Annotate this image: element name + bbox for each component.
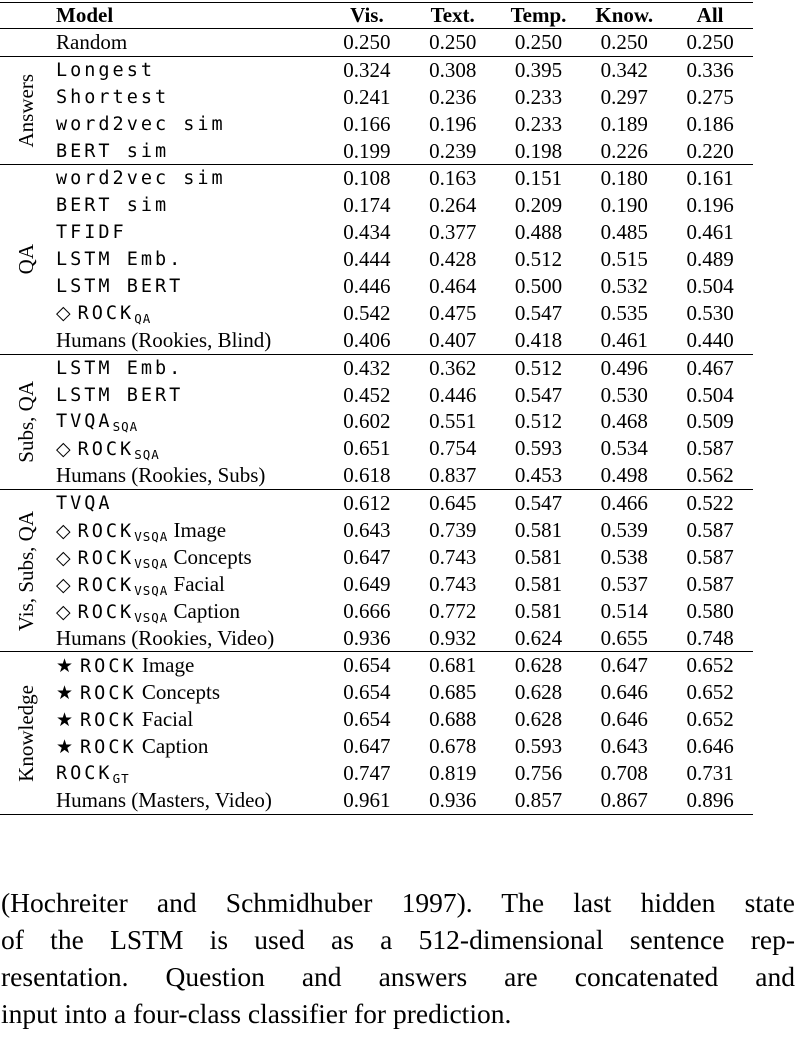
diamond-icon: ◇ (56, 519, 71, 542)
value-cell: 0.647 (600, 653, 648, 678)
value-cell: 0.199 (343, 138, 391, 163)
model-text: BERT sim (56, 140, 170, 162)
value-cell: 0.756 (514, 760, 563, 785)
value-cell: 0.652 (686, 653, 734, 678)
value-cell: 0.250 (600, 29, 648, 54)
table-row (52, 327, 753, 354)
model-text: GT (112, 770, 130, 786)
model-text: VSQA (134, 555, 169, 571)
model-cell (52, 141, 324, 162)
value-cell: 0.233 (514, 111, 563, 136)
model-text: QA (134, 311, 152, 327)
value-cell: 0.647 (343, 544, 391, 569)
value-cell: 0.731 (686, 760, 734, 785)
model-cell (52, 328, 324, 353)
value-cell: 0.534 (600, 436, 648, 461)
results-table (0, 2, 753, 815)
row-group (0, 651, 753, 813)
table-header (0, 2, 753, 28)
value-cell: 0.406 (343, 327, 391, 352)
value-cell: 0.362 (429, 355, 477, 380)
diamond-icon: ◇ (56, 546, 71, 569)
table-row (52, 273, 753, 300)
value-cell: 0.163 (429, 166, 477, 191)
model-text: Humans (Rookies, Subs) (56, 463, 266, 488)
diamond-icon: ◇ (56, 302, 71, 325)
table-row (52, 57, 753, 84)
model-text: VSQA (134, 582, 169, 598)
value-cell: 0.867 (600, 787, 648, 812)
value-cell: 0.655 (600, 625, 648, 650)
column-header: Know. (595, 3, 654, 27)
value-cell: 0.466 (600, 491, 648, 516)
star-icon: ★ (56, 709, 74, 732)
value-cell: 0.512 (514, 409, 563, 434)
model-cell (52, 385, 324, 406)
value-cell: 0.643 (343, 517, 391, 542)
value-cell: 0.512 (514, 355, 563, 380)
value-cell: 0.444 (343, 247, 391, 272)
value-cell: 0.498 (600, 463, 648, 488)
value-cell: 0.500 (514, 273, 563, 298)
model-cell (52, 168, 324, 189)
value-cell: 0.538 (600, 544, 648, 569)
table-row (52, 435, 753, 462)
value-cell: 0.452 (343, 382, 391, 407)
value-cell: 0.264 (429, 193, 477, 218)
value-cell: 0.504 (686, 382, 734, 407)
diamond-icon: ◇ (56, 573, 71, 596)
model-cell (52, 249, 324, 270)
value-cell: 0.581 (514, 571, 563, 596)
group-label: Answers (13, 73, 38, 148)
value-cell: 0.198 (514, 138, 563, 163)
value-cell: 0.467 (686, 355, 734, 380)
value-cell: 0.488 (514, 220, 563, 245)
model-text: ROCK (56, 762, 113, 784)
value-cell: 0.514 (600, 598, 648, 623)
value-cell: 0.250 (686, 29, 734, 54)
value-cell: 0.151 (514, 166, 563, 191)
value-cell: 0.551 (429, 409, 477, 434)
table-row (52, 355, 753, 382)
table-row (52, 571, 753, 598)
value-cell: 0.651 (343, 436, 391, 461)
value-cell: 0.220 (686, 138, 734, 163)
model-text: ROCK (80, 710, 137, 732)
table-row (52, 517, 753, 544)
model-cell (52, 734, 324, 759)
model-cell (52, 653, 324, 678)
value-cell: 0.618 (343, 463, 391, 488)
value-cell: 0.250 (343, 29, 391, 54)
value-cell: 0.649 (343, 571, 391, 596)
model-text: TVQA (56, 411, 113, 433)
value-cell: 0.308 (429, 57, 477, 82)
model-text: Humans (Masters, Video) (56, 787, 272, 812)
value-cell: 0.628 (514, 707, 563, 732)
value-cell: 0.535 (600, 300, 648, 325)
table-row (52, 408, 753, 435)
group-label-spacer (0, 3, 52, 28)
value-cell: 0.581 (514, 544, 563, 569)
group-label-cell (0, 355, 52, 489)
value-cell: 0.593 (514, 734, 563, 759)
value-cell: 0.336 (686, 57, 734, 82)
group-label-cell (0, 652, 52, 813)
model-text: VSQA (134, 609, 169, 625)
value-cell: 0.189 (600, 111, 648, 136)
model-cell (52, 30, 324, 55)
model-cell (52, 518, 324, 543)
table-header-row (52, 3, 753, 28)
value-cell: 0.602 (343, 409, 391, 434)
model-text: VSQA (134, 528, 169, 544)
value-cell: 0.688 (429, 707, 477, 732)
value-cell: 0.645 (429, 491, 477, 516)
value-cell: 0.446 (429, 382, 477, 407)
value-cell: 0.837 (429, 463, 477, 488)
model-text: LSTM Emb. (56, 357, 184, 379)
model-cell (52, 707, 324, 732)
model-text: word2vec sim (56, 113, 226, 135)
model-text: LSTM BERT (56, 384, 184, 406)
value-cell: 0.532 (600, 273, 648, 298)
value-cell: 0.739 (429, 517, 477, 542)
value-cell: 0.646 (686, 734, 734, 759)
model-text: LSTM BERT (56, 275, 184, 297)
model-text: Longest (56, 59, 155, 81)
group-label-cell (0, 29, 52, 56)
model-text: ROCK (80, 683, 137, 705)
model-text: Humans (Rookies, Blind) (56, 327, 272, 352)
model-text: TVQA (56, 493, 113, 515)
table-row (52, 625, 753, 652)
value-cell: 0.485 (600, 220, 648, 245)
table-row (52, 246, 753, 273)
value-cell: 0.562 (686, 463, 734, 488)
model-text: ROCK (77, 520, 135, 542)
value-cell: 0.624 (514, 625, 563, 650)
model-text: ROCK (77, 303, 135, 325)
model-cell (52, 60, 324, 81)
group-label-cell (0, 57, 52, 165)
model-text: TFIDF (56, 222, 127, 244)
value-cell: 0.226 (600, 138, 648, 163)
value-cell: 0.209 (514, 193, 563, 218)
model-text: Caption (136, 734, 209, 759)
column-header-model: Model (56, 3, 114, 27)
table-row (52, 300, 753, 327)
value-cell: 0.418 (514, 327, 563, 352)
value-cell: 0.186 (686, 111, 734, 136)
body-paragraph (1, 884, 795, 1032)
value-cell: 0.515 (600, 247, 648, 272)
table-row (52, 544, 753, 571)
table-row (52, 787, 753, 814)
value-cell: 0.857 (514, 787, 563, 812)
model-text: ROCK (77, 601, 135, 623)
group-label: Subs, QA (13, 381, 38, 463)
value-cell: 0.708 (600, 760, 648, 785)
value-cell: 0.743 (429, 544, 477, 569)
value-cell: 0.654 (343, 707, 391, 732)
star-icon: ★ (56, 736, 74, 759)
row-group (0, 354, 753, 489)
value-cell: 0.537 (600, 571, 648, 596)
value-cell: 0.646 (600, 680, 648, 705)
model-cell (52, 438, 324, 460)
value-cell: 0.961 (343, 787, 391, 812)
value-cell: 0.324 (343, 57, 391, 82)
value-cell: 0.461 (686, 220, 734, 245)
value-cell: 0.542 (343, 300, 391, 325)
table-row (52, 598, 753, 625)
model-text: Shortest (56, 86, 170, 108)
value-cell: 0.587 (686, 436, 734, 461)
value-cell: 0.233 (514, 84, 563, 109)
table-row (52, 706, 753, 733)
value-cell: 0.936 (343, 625, 391, 650)
value-cell: 0.468 (600, 409, 648, 434)
value-cell: 0.643 (600, 734, 648, 759)
value-cell: 0.407 (429, 327, 477, 352)
value-cell: 0.681 (429, 653, 477, 678)
value-cell: 0.896 (686, 787, 734, 812)
model-cell (52, 114, 324, 135)
model-cell (52, 680, 324, 705)
column-header: Vis. (350, 3, 384, 27)
value-cell: 0.239 (429, 138, 477, 163)
model-cell (52, 358, 324, 379)
table-row (52, 760, 753, 787)
model-cell (52, 763, 324, 784)
table-row (52, 219, 753, 246)
model-text: Caption (168, 598, 241, 623)
group-label-cell (0, 490, 52, 651)
value-cell: 0.108 (343, 166, 391, 191)
value-cell: 0.190 (600, 193, 648, 218)
value-cell: 0.453 (514, 463, 563, 488)
diamond-icon: ◇ (56, 600, 71, 623)
value-cell: 0.440 (686, 327, 734, 352)
model-text: ROCK (80, 656, 137, 678)
diamond-icon: ◇ (56, 437, 71, 460)
value-cell: 0.428 (429, 247, 477, 272)
model-text: BERT sim (56, 195, 170, 217)
value-cell: 0.464 (429, 273, 477, 298)
star-icon: ★ (56, 682, 74, 705)
model-cell (52, 87, 324, 108)
value-cell: 0.342 (600, 57, 648, 82)
model-cell (52, 195, 324, 216)
value-cell: 0.748 (686, 625, 734, 650)
value-cell: 0.747 (343, 760, 391, 785)
value-cell: 0.666 (343, 598, 391, 623)
table-row (52, 165, 753, 192)
value-cell: 0.652 (686, 680, 734, 705)
paragraph-line: (Hochreiter and Schmidhuber 1997). The last hidden state (1, 887, 795, 918)
value-cell: 0.297 (600, 84, 648, 109)
model-text: Facial (168, 571, 225, 596)
value-cell: 0.547 (514, 300, 563, 325)
value-cell: 0.196 (429, 111, 477, 136)
column-header: All (696, 3, 724, 27)
model-text: word2vec sim (56, 168, 226, 190)
value-cell: 0.275 (686, 84, 734, 109)
value-cell: 0.530 (600, 382, 648, 407)
value-cell: 0.587 (686, 517, 734, 542)
model-text: Image (136, 653, 195, 678)
model-cell (52, 222, 324, 243)
value-cell: 0.512 (514, 247, 563, 272)
value-cell: 0.432 (343, 355, 391, 380)
model-cell (52, 572, 324, 597)
model-text: ROCK (80, 737, 137, 759)
model-text: Concepts (136, 680, 221, 705)
value-cell: 0.936 (429, 787, 477, 812)
row-group (0, 56, 753, 165)
table-row (52, 138, 753, 165)
table-row (52, 192, 753, 219)
model-cell (52, 493, 324, 514)
group-label-cell (0, 165, 52, 353)
model-cell (52, 411, 324, 435)
value-cell: 0.652 (686, 707, 734, 732)
value-cell: 0.522 (686, 491, 734, 516)
value-cell: 0.196 (686, 193, 734, 218)
value-cell: 0.647 (343, 734, 391, 759)
model-text: ROCK (77, 547, 135, 569)
value-cell: 0.754 (429, 436, 477, 461)
group-label: Knowledge (13, 684, 38, 782)
table-row (52, 111, 753, 138)
row-group (0, 164, 753, 353)
value-cell: 0.461 (600, 327, 648, 352)
model-text: Image (168, 517, 227, 542)
value-cell: 0.743 (429, 571, 477, 596)
value-cell: 0.180 (600, 166, 648, 191)
paragraph-line: of the LSTM is used as a 512-dimensional sentence rep- (1, 924, 795, 955)
model-text: LSTM Emb. (56, 249, 184, 271)
value-cell: 0.932 (429, 625, 477, 650)
model-cell (52, 788, 324, 813)
value-cell: 0.489 (686, 247, 734, 272)
value-cell: 0.530 (686, 300, 734, 325)
model-text: Random (56, 29, 128, 54)
table-row (52, 84, 753, 111)
table-row (52, 490, 753, 517)
row-group (0, 489, 753, 651)
value-cell: 0.685 (429, 680, 477, 705)
value-cell: 0.593 (514, 436, 563, 461)
value-cell: 0.547 (514, 491, 563, 516)
value-cell: 0.377 (429, 220, 477, 245)
model-text: ROCK (77, 574, 135, 596)
value-cell: 0.587 (686, 571, 734, 596)
model-cell (52, 626, 324, 651)
value-cell: 0.772 (429, 598, 477, 623)
value-cell: 0.646 (600, 707, 648, 732)
value-cell: 0.504 (686, 273, 734, 298)
table-row (52, 652, 753, 679)
value-cell: 0.819 (429, 760, 477, 785)
value-cell: 0.166 (343, 111, 391, 136)
table-row (52, 29, 753, 56)
value-cell: 0.250 (514, 29, 563, 54)
value-cell: 0.654 (343, 653, 391, 678)
value-cell: 0.547 (514, 382, 563, 407)
model-cell (52, 545, 324, 570)
value-cell: 0.496 (600, 355, 648, 380)
value-cell: 0.587 (686, 544, 734, 569)
model-cell (52, 276, 324, 297)
value-cell: 0.628 (514, 653, 563, 678)
column-header: Text. (430, 3, 475, 27)
model-cell (52, 302, 324, 327)
model-cell (52, 599, 324, 624)
value-cell: 0.161 (686, 166, 734, 191)
paragraph-line: input into a four-class classifier for prediction. (1, 998, 512, 1029)
table-row (52, 679, 753, 706)
value-cell: 0.654 (343, 680, 391, 705)
model-text: SQA (112, 419, 139, 435)
model-text: ROCK (77, 438, 135, 460)
table-row (52, 462, 753, 489)
table-row (52, 733, 753, 760)
value-cell: 0.174 (343, 193, 391, 218)
value-cell: 0.241 (343, 84, 391, 109)
group-label: QA (13, 244, 38, 275)
value-cell: 0.581 (514, 598, 563, 623)
value-cell: 0.612 (343, 491, 391, 516)
column-header: Temp. (510, 3, 567, 27)
value-cell: 0.236 (429, 84, 477, 109)
paragraph-line: resentation. Question and answers are concatenated and (1, 961, 795, 992)
value-cell: 0.434 (343, 220, 391, 245)
table-row (52, 382, 753, 409)
value-cell: 0.509 (686, 409, 734, 434)
model-text: Facial (136, 707, 194, 732)
value-cell: 0.446 (343, 273, 391, 298)
value-cell: 0.581 (514, 517, 563, 542)
model-cell (52, 463, 324, 488)
value-cell: 0.628 (514, 680, 563, 705)
value-cell: 0.475 (429, 300, 477, 325)
model-text: Concepts (168, 544, 252, 569)
group-label: Vis, Subs, QA (13, 510, 38, 631)
row-group (0, 28, 753, 56)
value-cell: 0.250 (429, 29, 477, 54)
value-cell: 0.395 (514, 57, 563, 82)
star-icon: ★ (56, 655, 74, 678)
model-text: Humans (Rookies, Video) (56, 625, 275, 650)
model-text: SQA (134, 446, 160, 462)
value-cell: 0.678 (429, 734, 477, 759)
value-cell: 0.580 (686, 598, 734, 623)
value-cell: 0.539 (600, 517, 648, 542)
